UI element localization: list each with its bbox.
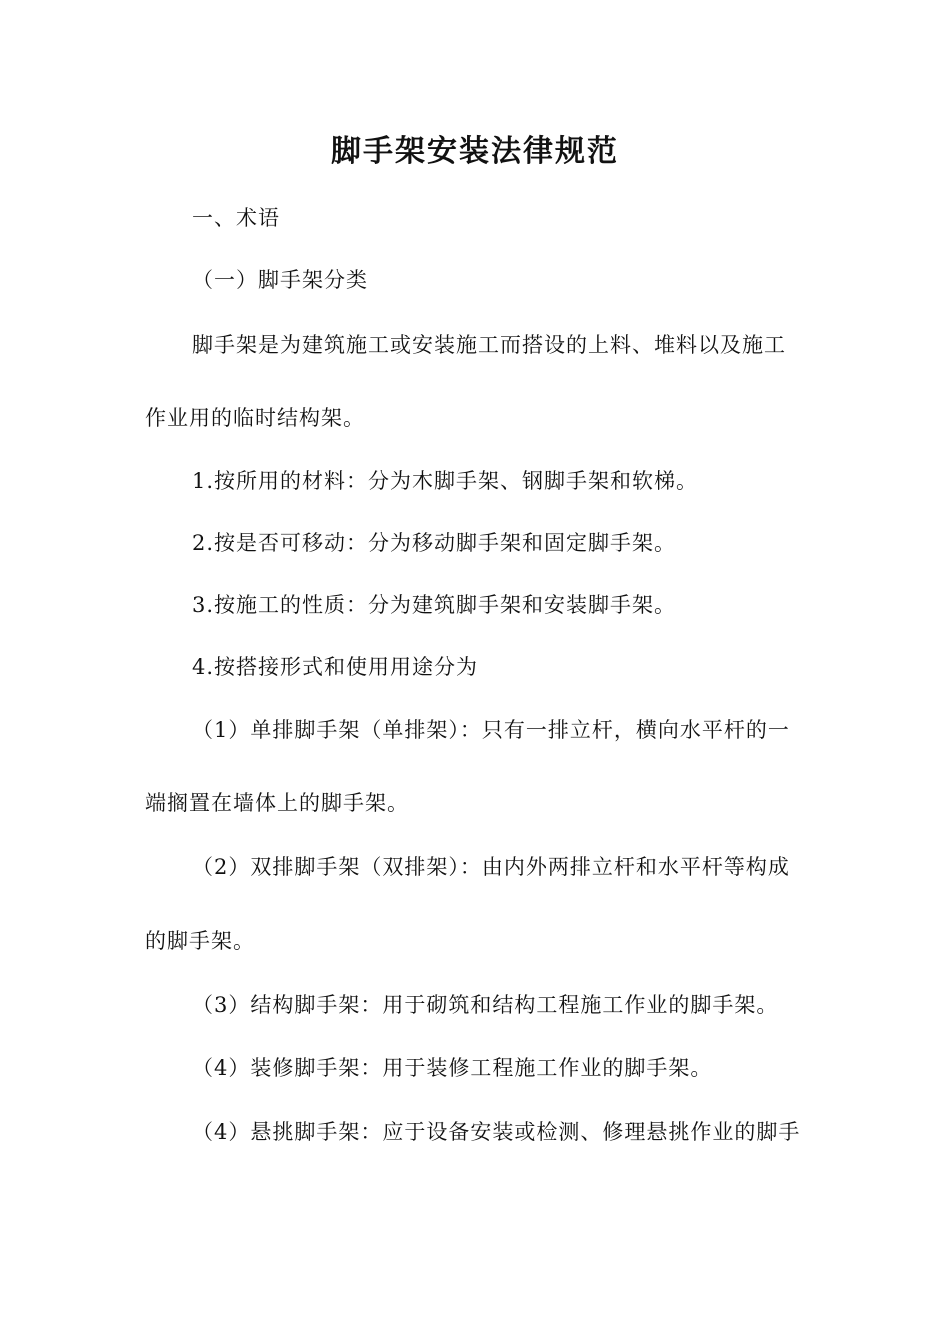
paragraph-line: 作业用的临时结构架。 <box>145 406 365 430</box>
document-title: 脚手架安装法律规范 <box>331 134 619 169</box>
paragraph-line: 脚手架是为建筑施工或安装施工而搭设的上料、堆料以及施工 <box>192 333 786 357</box>
list-item-material: 1.按所用的材料：分为木脚手架、钢脚手架和软梯。 <box>192 469 699 493</box>
subitem-double-row: （2）双排脚手架（双排架）：由内外两排立杆和水平杆等构成 <box>192 855 790 879</box>
section-heading-terms: 一、术语 <box>192 206 280 230</box>
list-item-construction-nature: 3.按施工的性质：分为建筑脚手架和安装脚手架。 <box>192 593 677 617</box>
subitem-double-row-continued: 的脚手架。 <box>145 929 255 953</box>
list-item-lap-form: 4.按搭接形式和使用用途分为 <box>192 655 479 679</box>
subitem-single-row: （1）单排脚手架（单排架）：只有一排立杆，横向水平杆的一 <box>192 718 790 742</box>
list-item-mobility: 2.按是否可移动：分为移动脚手架和固定脚手架。 <box>192 531 677 555</box>
subitem-cantilever: （4）悬挑脚手架：应于设备安装或检测、修理悬挑作业的脚手 <box>192 1120 801 1144</box>
subitem-single-row-continued: 端搁置在墙体上的脚手架。 <box>145 791 409 815</box>
subitem-structural: （3）结构脚手架：用于砌筑和结构工程施工作业的脚手架。 <box>192 993 779 1017</box>
subitem-decoration: （4）装修脚手架：用于装修工程施工作业的脚手架。 <box>192 1056 713 1080</box>
subsection-heading-classification: （一）脚手架分类 <box>192 268 368 292</box>
